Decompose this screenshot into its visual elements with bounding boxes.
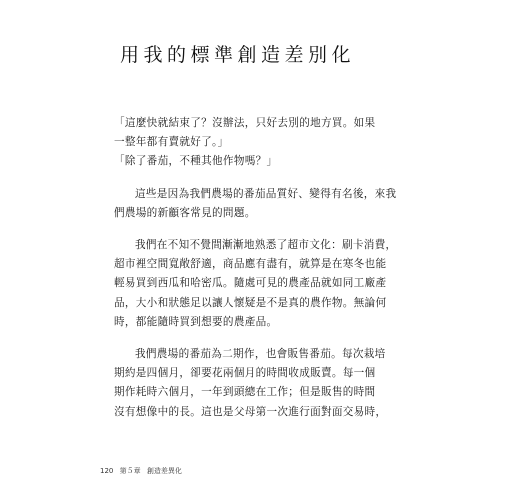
text-line: 一整年都有賣就好了。」 xyxy=(114,136,229,149)
page-title: 用我的標準創造差別化 xyxy=(120,44,356,66)
text-line: 「除了番茄，不種其他作物嗎？」 xyxy=(114,155,278,168)
paragraph-3 xyxy=(114,236,444,332)
paragraph-2 xyxy=(114,185,444,223)
paragraph-4 xyxy=(114,345,444,422)
text-line: 時，都能隨時買到想要的農產品。 xyxy=(114,315,278,328)
text-line: 我們農場的番茄為二期作，也會販售番茄。每次栽培 xyxy=(135,348,386,361)
chapter-title: 創造差異化 xyxy=(146,467,182,475)
text-line: 這些是因為我們農場的番茄品質好、變得有名後，來我 xyxy=(135,187,397,200)
body-text xyxy=(114,114,444,435)
text-line: 「這麼快就結束了？沒辦法，只好去別的地方買。如果 xyxy=(114,117,376,129)
text-line: 期約是四個月，卻要花兩個月的時間收成販賣。每一個 xyxy=(114,367,376,380)
text-line: 們農場的新顧客常見的問題。 xyxy=(114,206,256,219)
text-line: 期作耗時六個月，一年到頭總在工作；但是販售的時間 xyxy=(114,386,376,399)
page-number: 120 xyxy=(100,467,114,475)
text-line: 我們在不知不覺間漸漸地熟悉了超市文化：刷卡消費， xyxy=(135,239,397,252)
page-footer xyxy=(100,466,186,476)
paragraph-1 xyxy=(114,114,444,172)
text-line: 沒有想像中的長。這也是父母第一次進行面對面交易時， xyxy=(114,405,387,418)
text-line: 超市裡空間寬敞舒適，商品應有盡有，就算是在寒冬也能 xyxy=(114,258,387,271)
text-line: 輕易買到西瓜和哈密瓜。隨處可見的農產品就如同工廠產 xyxy=(114,277,387,290)
chapter-label: 第５章 xyxy=(119,467,141,475)
text-line: 品，大小和狀態足以讓人懷疑是不是真的農作物。無論何 xyxy=(114,296,387,309)
